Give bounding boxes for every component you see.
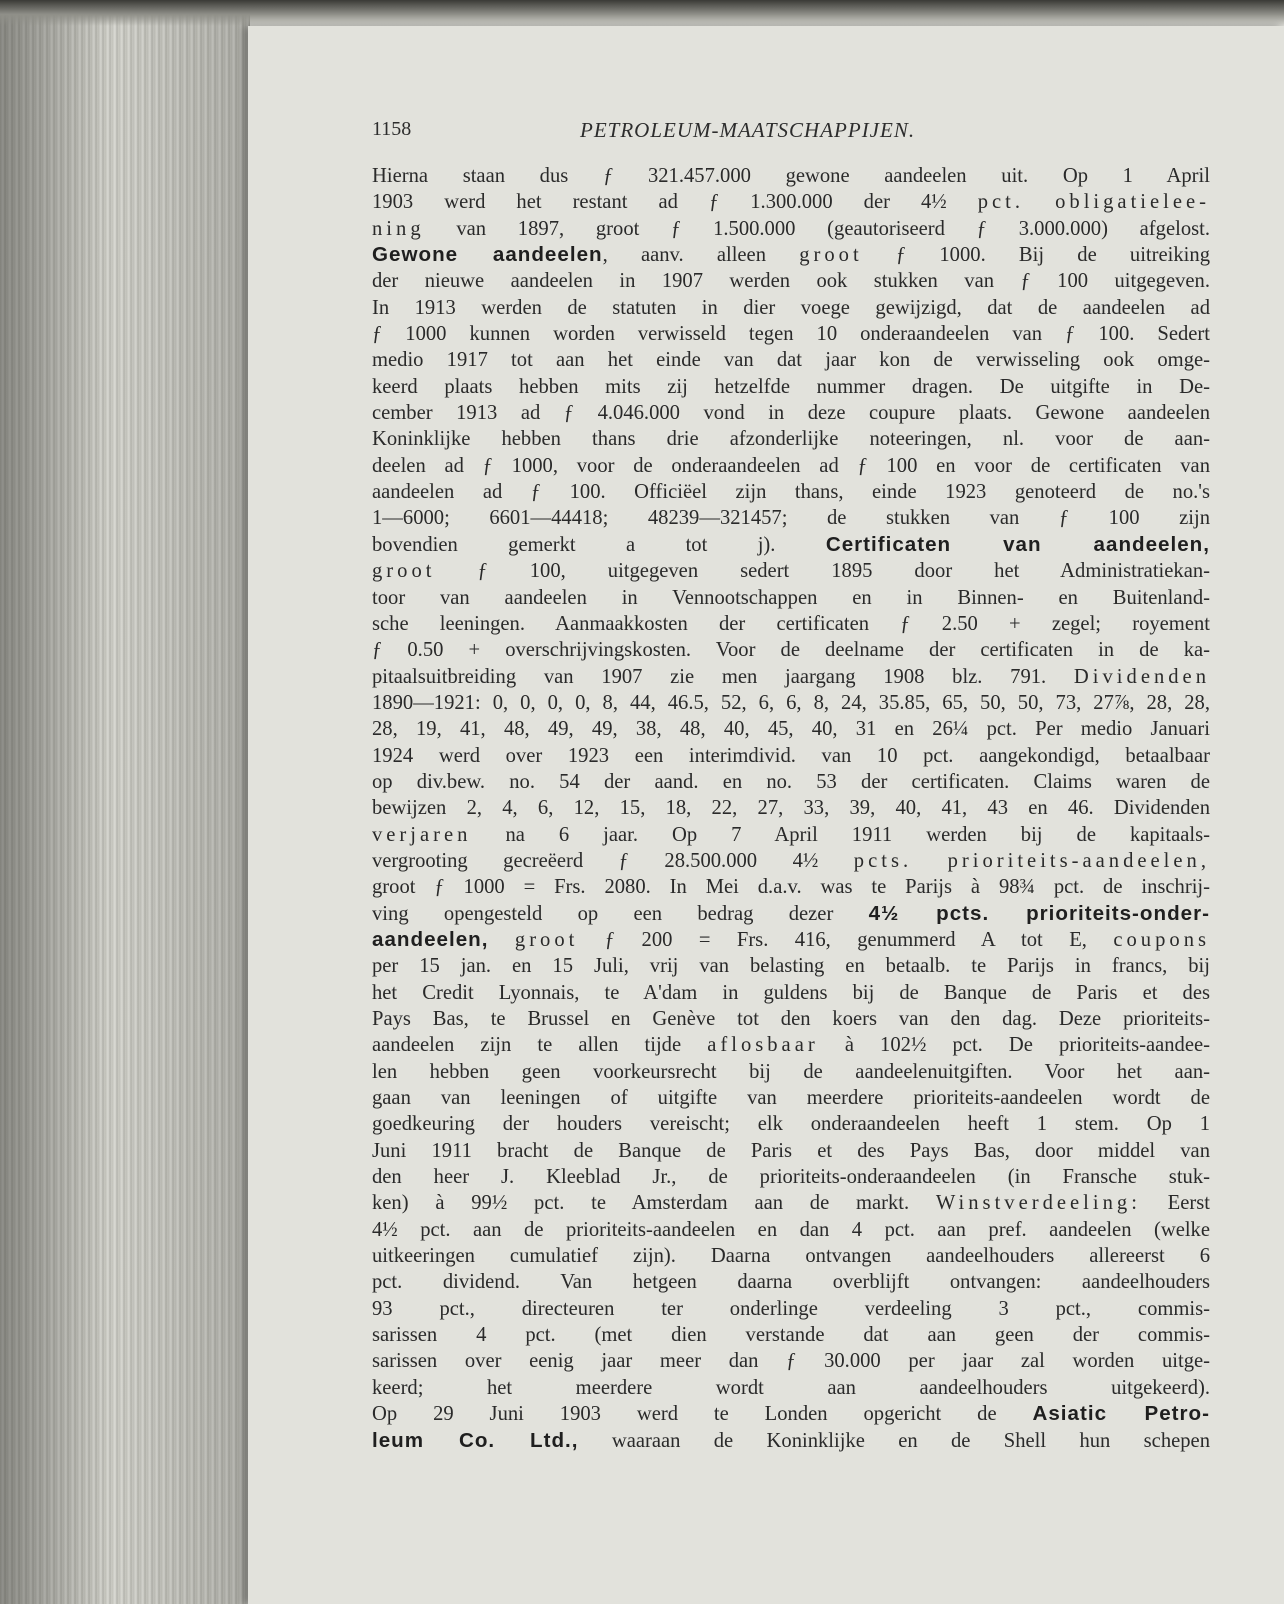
text-run: Juni 1911 bracht de Banque de Paris et des Pays Bas, door middel van — [372, 1139, 1210, 1162]
text-run — [488, 929, 514, 951]
spaced-emphasis-run: groot — [514, 928, 579, 951]
text-line — [372, 1138, 1210, 1164]
text-line — [372, 532, 1210, 558]
text-line — [372, 374, 1210, 400]
spaced-emphasis-run: ning — [372, 217, 425, 240]
text-run: van 1897, groot ƒ 1.500.000 (geautoriseerd ƒ 3.000.000) afgelost. — [424, 217, 1210, 240]
text-run: per 15 jan. en 15 Juli, vrij van belasting en betaalb. te Parijs in francs, bij — [372, 955, 1210, 978]
spaced-emphasis-run: pct. — [977, 191, 1025, 214]
text-line — [372, 848, 1210, 874]
text-line — [372, 953, 1210, 979]
text-run: len hebben geen voorkeursrecht bij de aandeelenuitgiften. Voor het aan- — [372, 1060, 1210, 1083]
text-line — [372, 321, 1210, 347]
text-line — [372, 453, 1210, 479]
text-run: der nieuwe aandeelen in 1907 werden ook stukken van ƒ 100 uitgegeven. — [372, 270, 1210, 293]
text-line — [372, 1401, 1210, 1427]
text-line — [372, 505, 1210, 531]
text-run: Eerst — [1140, 1192, 1210, 1215]
scanner-top-shadow — [0, 0, 1284, 26]
book-edge-shadow — [0, 0, 250, 1604]
bold-heading-run: Asiatic Petro- — [1032, 1402, 1210, 1426]
text-line — [372, 242, 1210, 268]
text-line — [372, 1085, 1210, 1111]
text-run: sarissen over eenig jaar meer dan ƒ 30.000 per jaar zal worden uitge- — [372, 1350, 1210, 1373]
text-run: gaan van leeningen of uitgifte van meerdere prioriteits-aandeelen wordt de — [372, 1087, 1210, 1110]
text-line — [372, 1428, 1210, 1454]
text-run: op div.bew. no. 54 der aand. en no. 53 der certificaten. Claims waren de — [372, 770, 1210, 793]
text-line — [372, 690, 1210, 716]
text-run: 28, 19, 41, 48, 49, 49, 38, 48, 40, 45, 40, 31 en 26¼ pct. Per medio Januari — [372, 718, 1210, 741]
spaced-emphasis-run: obligatielee- — [1055, 191, 1211, 214]
text-run: ƒ 1000. Bij de uitreiking — [862, 244, 1210, 267]
spaced-emphasis-run: Dividenden — [1073, 665, 1210, 688]
text-line — [372, 1217, 1210, 1243]
bold-heading-run: aandeelen, — [372, 927, 489, 951]
text-run: bewijzen 2, 4, 6, 12, 15, 18, 22, 27, 33, 39, 40, 41, 43 en 46. Dividenden — [372, 797, 1210, 820]
text-line — [372, 822, 1210, 848]
text-line — [372, 1322, 1210, 1348]
text-line — [372, 1059, 1210, 1085]
text-line — [372, 901, 1210, 927]
text-run: 321.457.000 gewone aandeelen uit. Op 1 April — [613, 165, 1210, 187]
text-run — [912, 850, 947, 872]
text-run: Pays Bas, te Brussel en Genève tot den koers van den dag. Deze prioriteits- — [372, 1008, 1210, 1030]
text-line — [372, 874, 1210, 900]
text-run: 1903 werd het restant ad ƒ 1.300.000 der 4½ — [372, 191, 978, 214]
spaced-emphasis-run: prioriteits-aandeelen, — [947, 849, 1210, 872]
text-line — [372, 927, 1210, 953]
text-run: vergrooting gecreëerd ƒ 28.500.000 4½ — [372, 849, 854, 872]
text-line — [372, 743, 1210, 769]
text-line — [372, 1269, 1210, 1295]
spaced-emphasis-run: coupons — [1113, 928, 1211, 951]
text-run: keerd; het meerdere wordt aan aandeelhouders uitgekeerd). — [372, 1376, 1210, 1399]
text-line — [372, 400, 1210, 426]
text-run: ving opengesteld op een bedrag dezer — [372, 902, 869, 925]
text-run: keerd plaats hebben mits zij hetzelfde nummer dragen. De uitgifte in De- — [372, 375, 1210, 398]
text-line — [372, 716, 1210, 742]
text-run: pct. dividend. Van hetgeen daarna overblijft ontvangen: aandeelhouders — [372, 1271, 1210, 1294]
text-line — [372, 611, 1210, 637]
text-run: ken) à 99½ pct. te Amsterdam aan de markt. — [372, 1192, 936, 1215]
text-run: Koninklijke hebben thans drie afzonderlijke noteeringen, nl. voor de aan- — [372, 428, 1210, 451]
text-line — [372, 1111, 1210, 1137]
text-run: 4½ pct. aan de prioriteits-aandeelen en dan 4 pct. aan pref. aandeelen (welke — [372, 1218, 1210, 1241]
spaced-emphasis-run: groot — [799, 244, 863, 267]
text-run: pitaalsuitbreiding van 1907 zie men jaargang 1908 blz. 791. — [372, 665, 1074, 688]
text-run: cember 1913 ad ƒ 4.046.000 vond in deze coupure plaats. Gewone aandeelen — [372, 402, 1210, 425]
text-run: 1890—1921: 0, 0, 0, 0, 8, 44, 46.5, 52, 6, 6, 8, 24, 35.85, 65, 50, 50, 73, 27⅞, 28, 28, — [372, 691, 1210, 714]
text-line — [372, 637, 1210, 663]
text-run: ƒ 0.50 + overschrijvingskosten. Voor de deelname der certificaten in de ka- — [372, 639, 1210, 662]
spaced-emphasis-run: pcts. — [853, 849, 913, 872]
text-line — [372, 1190, 1210, 1216]
text-line — [372, 347, 1210, 373]
body-text — [372, 163, 1210, 1454]
text-line — [372, 1243, 1210, 1269]
text-run: 1—6000; 6601—44418; 48239—321457; de stukken van ƒ 100 zijn — [372, 507, 1210, 530]
text-line — [372, 268, 1210, 294]
text-line — [372, 479, 1210, 505]
text-run: sarissen 4 pct. (met dien verstande dat aan geen der commis- — [372, 1324, 1210, 1347]
text-run: na 6 jaar. Op 7 April 1911 werden bij de kapitaals- — [471, 823, 1210, 846]
spaced-emphasis-run: Winstverdeeling: — [935, 1192, 1141, 1215]
text-line — [372, 980, 1210, 1006]
text-line — [372, 1348, 1210, 1374]
text-line — [372, 769, 1210, 795]
spaced-emphasis-run: groot — [372, 560, 436, 583]
text-line — [372, 585, 1210, 611]
text-run: het Credit Lyonnais, te A'dam in guldens bij de Banque de Paris et des — [372, 981, 1210, 1004]
spaced-emphasis-run: verjaren — [372, 823, 472, 846]
text-run: deelen ad ƒ 1000, voor de onderaandeelen ad ƒ 100 en voor de certificaten van — [372, 454, 1210, 477]
text-line — [372, 295, 1210, 321]
text-run: ƒ — [602, 165, 614, 187]
bold-heading-run: leum Co. Ltd., — [372, 1428, 579, 1452]
text-run: Hierna staan dus — [372, 165, 603, 187]
text-line — [372, 795, 1210, 821]
page-number: 1158 — [372, 118, 412, 140]
text-line — [372, 163, 1210, 189]
text-run: groot ƒ 1000 = Frs. 2080. In Mei d.a.v. was te Parijs à 98¾ pct. de inschrij- — [372, 876, 1210, 899]
text-run: Op 29 Juni 1903 werd te Londen opgericht de — [372, 1403, 1033, 1426]
spaced-emphasis-run: aflosbaar — [707, 1034, 819, 1057]
text-run: 1924 werd over 1923 een interimdivid. van 10 pct. aangekondigd, betaalbaar — [372, 744, 1210, 767]
text-run: 93 pct., directeuren ter onderlinge verdeeling 3 pct., commis- — [372, 1297, 1210, 1320]
text-run: In 1913 werden de statuten in dier voege gewijzigd, dat de aandeelen ad — [372, 296, 1210, 319]
text-run: aandeelen ad ƒ 100. Officiëel zijn thans, einde 1923 genoteerd de no.'s — [372, 481, 1210, 504]
text-run: goedkeuring der houders vereischt; elk onderaandeelen heeft 1 stem. Op 1 — [372, 1113, 1210, 1136]
text-run: uitkeeringen cumulatief zijn). Daarna ontvangen aandeelhouders allereerst 6 — [372, 1245, 1210, 1268]
text-line — [372, 1164, 1210, 1190]
text-run: sche leeningen. Aanmaakkosten der certificaten ƒ 2.50 + zegel; royement — [372, 612, 1210, 635]
text-line — [372, 426, 1210, 452]
text-run — [1024, 191, 1055, 213]
text-line — [372, 664, 1210, 690]
text-line — [372, 1296, 1210, 1322]
text-line — [372, 216, 1210, 242]
text-run: medio 1917 tot aan het einde van dat jaar kon de verwisseling ook omge- — [372, 349, 1210, 372]
bold-heading-run: Gewone aandeelen — [372, 243, 603, 267]
text-line — [372, 189, 1210, 215]
bold-heading-run: 4½ pcts. prioriteits-onder- — [868, 901, 1210, 925]
text-line — [372, 558, 1210, 584]
text-run: ƒ 100, uitgegeven sedert 1895 door het Administratiekan- — [435, 560, 1210, 583]
text-run: , aanv. alleen — [602, 244, 800, 267]
running-title: PETROLEUM-MAATSCHAPPIJEN. — [580, 118, 916, 142]
text-run: den heer J. Kleeblad Jr., de prioriteits-onderaandeelen (in Fransche stuk- — [372, 1166, 1210, 1189]
text-line — [372, 1375, 1210, 1401]
text-run: ƒ 1000 kunnen worden verwisseld tegen 10 onderaandeelen van ƒ 100. Sedert — [372, 323, 1210, 346]
text-run: à 102½ pct. De prioriteits-aandee- — [818, 1034, 1210, 1057]
bold-heading-run: Certificaten van aandeelen, — [825, 532, 1210, 556]
running-head — [372, 118, 1202, 148]
text-run: aandeelen zijn te allen tijde — [372, 1034, 708, 1057]
text-line — [372, 1032, 1210, 1058]
text-run: ƒ 200 = Frs. 416, genummerd A tot E, — [578, 928, 1114, 951]
text-line — [372, 1006, 1210, 1032]
text-run: toor van aandeelen in Vennootschappen en in Binnen- en Buitenland- — [372, 586, 1210, 609]
text-run: waaraan de Koninklijke en de Shell hun schepen — [578, 1429, 1210, 1452]
text-run: bovendien gemerkt a tot j). — [372, 533, 826, 556]
